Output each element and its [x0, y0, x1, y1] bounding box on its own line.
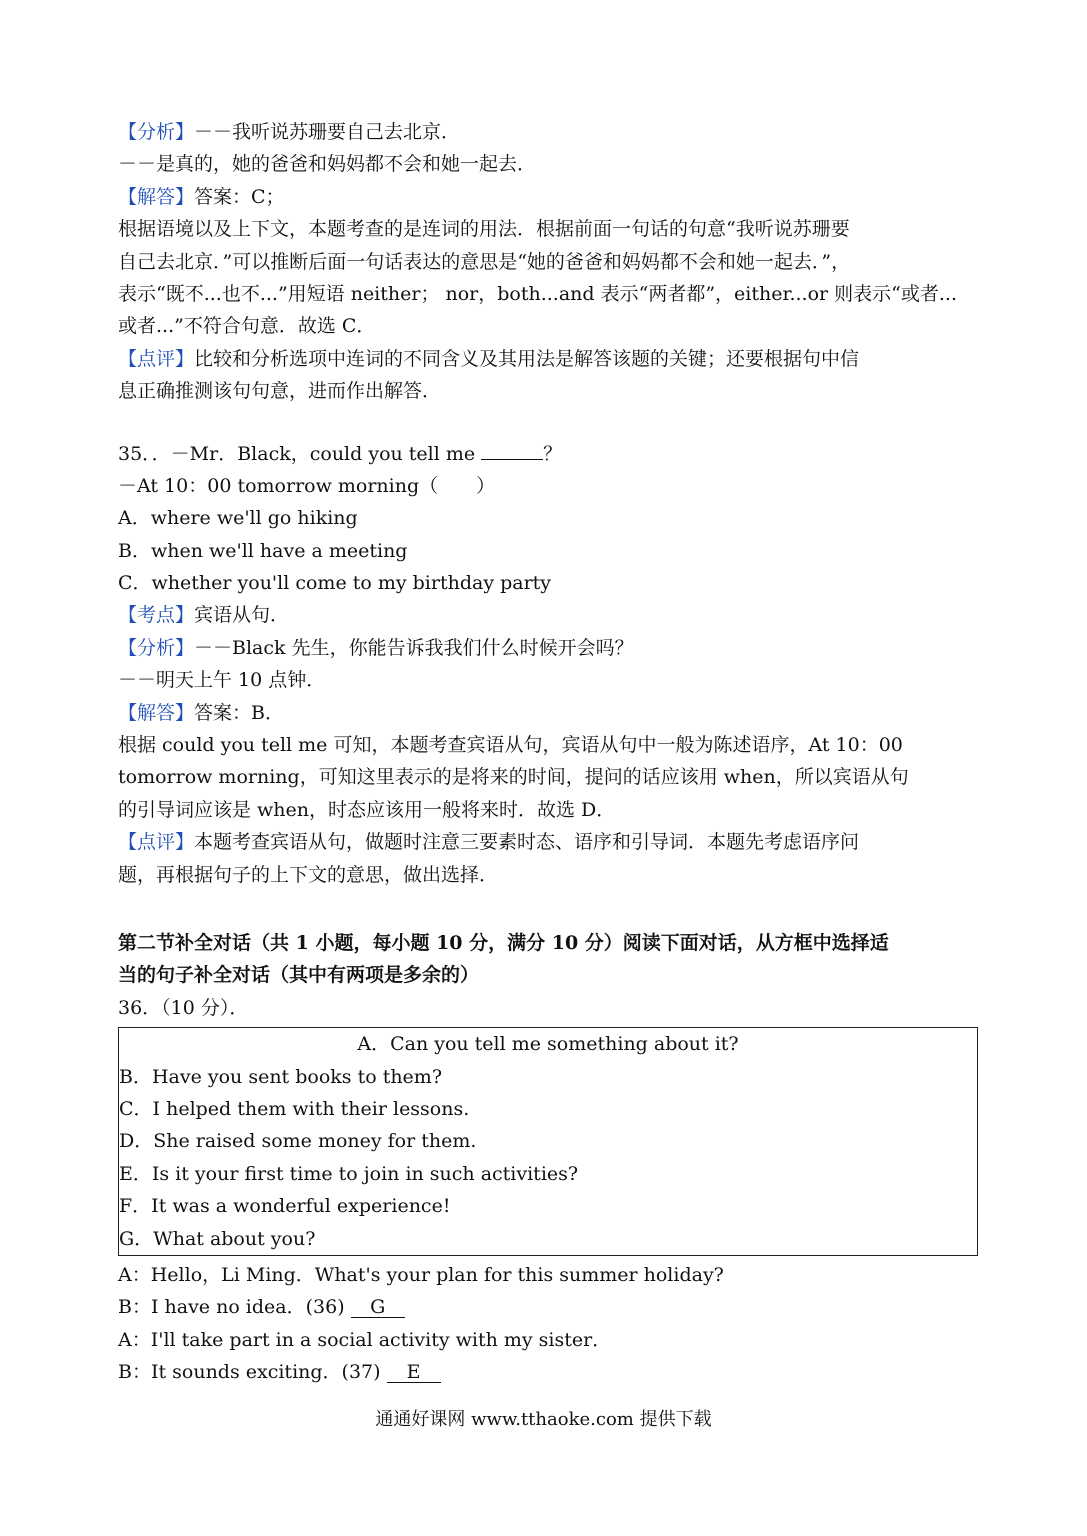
options-box	[118, 1027, 978, 1256]
q35-option-c: C．whether you'll come to my birthday party	[118, 572, 552, 595]
q35-option-b: B．when we'll have a meeting	[118, 539, 408, 562]
answer-blank	[481, 441, 543, 460]
answer-37: E	[387, 1362, 441, 1383]
box-option-d: D．She raised some money for them.	[119, 1130, 477, 1153]
q35-option-a: A．where we'll go hiking	[118, 507, 358, 530]
q35-explain-line1: 根据 could you tell me 可知，本题考查宾语从句，宾语从句中一般为陈述语序，At 10：00	[118, 734, 903, 757]
comment-tag: 【点评】	[118, 347, 195, 370]
prev-analysis-line2: －－是真的，她的爸爸和妈妈都不会和她一起去．	[118, 153, 537, 176]
q35-reply: －At 10：00 tomorrow morning（ ）	[118, 474, 496, 497]
q35-answer: 【解答】答案：B．	[118, 701, 284, 724]
box-option-f: F．It was a wonderful experience!	[119, 1195, 451, 1218]
box-option-b: B．Have you sent books to them?	[119, 1065, 443, 1088]
prev-explain-line4: 或者...”不符合句意．故选 C．	[118, 315, 376, 338]
box-option-a: A．Can you tell me something about it?	[357, 1033, 739, 1056]
dialogue-line4: B：It sounds exciting．(37) E	[118, 1356, 978, 1388]
q36-label: 36．（10 分）．	[118, 996, 249, 1019]
answer-36: G	[351, 1297, 405, 1318]
answer-tag: 【解答】	[118, 701, 195, 724]
q35-explain-line3: 的引导词应该是 when，时态应该用一般将来时．故选 D．	[118, 798, 616, 821]
prev-explain-line2: 自己去北京．”可以推断后面一句话表达的意思是“她的爸爸和妈妈都不会和她一起去．”，	[118, 250, 851, 273]
box-option-e: E．Is it your first time to join in such activities?	[119, 1162, 579, 1185]
comment-tag: 【点评】	[118, 831, 195, 854]
analysis-tag: 【分析】	[118, 121, 195, 143]
section-heading: 第二节补全对话（共 1 小题，每小题 10 分，满分 10 分）阅读下面对话，从方框中选择适	[118, 931, 889, 954]
q35-point: 【考点】宾语从句．	[118, 604, 290, 627]
spacer	[118, 408, 978, 438]
q35-explain-line2: tomorrow morning，可知这里表示的是将来的时间，提问的话应该用 when，所以宾语从句	[118, 766, 909, 789]
dialogue-line3: A：I'll take part in a social activity with my sister．	[118, 1328, 612, 1351]
prev-answer: 【解答】答案：C；	[118, 185, 285, 208]
q35-comment: 【点评】本题考查宾语从句，做题时注意三要素时态、语序和引导词．本题先考虑语序问	[118, 831, 860, 854]
page-content	[118, 116, 978, 1388]
answer-tag: 【解答】	[118, 185, 195, 208]
box-option-c: C．I helped them with their lessons.	[119, 1097, 470, 1120]
dialogue-line2: B：I have no idea．(36) G	[118, 1291, 978, 1323]
dialogue-line1: A：Hello，Li Ming．What's your plan for this summer holiday?	[118, 1263, 724, 1286]
q35-analysis-line2: －－明天上午 10 点钟．	[118, 669, 326, 692]
analysis-tag: 【分析】	[118, 636, 195, 659]
q35-analysis: 【分析】－－Black 先生，你能告诉我我们什么时候开会吗？	[118, 636, 634, 659]
page-footer: 通通好课网 www.tthaoke.com 提供下载	[375, 1409, 712, 1430]
q35-comment-line2: 题，再根据句子的上下文的意思，做出选择．	[118, 863, 499, 886]
box-option-g: G．What about you?	[119, 1227, 316, 1250]
prev-explain-line1: 根据语境以及上下文，本题考查的是连词的用法．根据前面一句话的句意“我听说苏珊要	[118, 218, 850, 241]
section-heading-line2: 当的句子补全对话（其中有两项是多余的）	[118, 964, 480, 987]
point-tag: 【考点】	[118, 604, 195, 627]
prev-analysis: 【分析】－－我听说苏珊要自己去北京．	[118, 121, 461, 143]
prev-explain-line3: 表示“既不...也不...”用短语 neither； nor，both...and 表示“两者都”，either...or 则表示“或者...	[118, 282, 957, 305]
q35-stem: 35．．－Mr．Black，could you tell me ？	[118, 442, 563, 465]
prev-comment-line2: 息正确推测该句句意，进而作出解答．	[118, 380, 442, 403]
prev-comment: 【点评】比较和分析选项中连词的不同含义及其用法是解答该题的关键；还要根据句中信	[118, 347, 860, 370]
spacer	[118, 891, 978, 927]
